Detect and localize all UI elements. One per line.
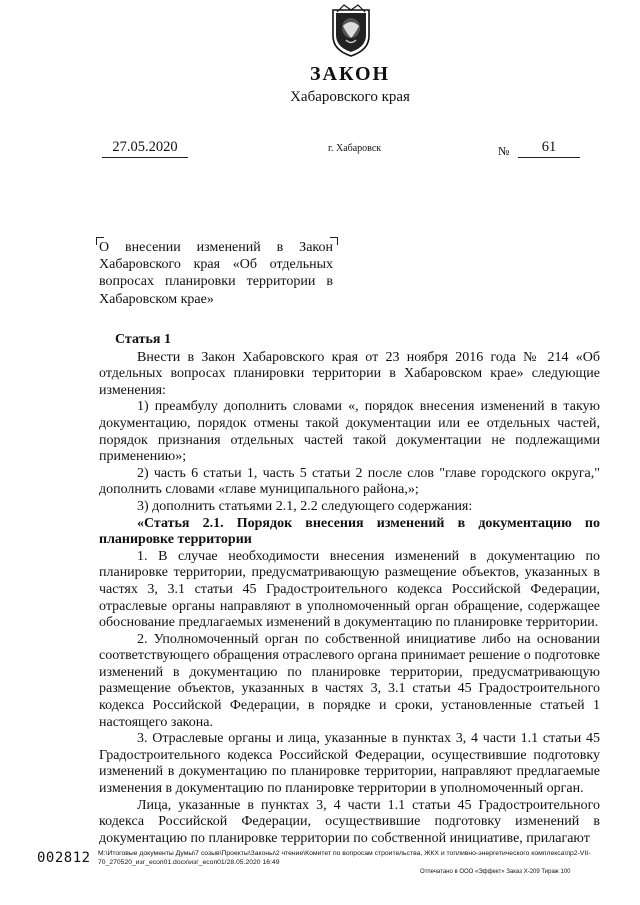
- document-subtitle: Хабаровского края: [290, 89, 410, 105]
- article-subheading: «Статья 2.1. Порядок внесения изменений в документацию по планировке территории: [99, 515, 600, 548]
- law-number: 61: [518, 139, 580, 158]
- law-subject-text: О внесении изменений в Закон Хабаровского края «Об отдельных вопросах планировки территории в Хабаровском крае»: [99, 240, 333, 307]
- coat-of-arms-emblem: [329, 4, 373, 58]
- article-item: 3. Отраслевые органы и лица, указанные в пунктах 3, 4 части 1.1 статьи 45 Градостроительного кодекса Российской Федерации, осуществившие подготовку изменений в документацию по планировке территории, направляют предлагаемые изменения в документацию по планировке территории в уполномоченный орган.: [99, 731, 600, 797]
- article-heading: Статья 1: [115, 332, 171, 347]
- number-sign: №: [498, 144, 510, 158]
- corner-bracket-left: [96, 237, 104, 245]
- law-city: г. Хабаровск: [328, 143, 382, 154]
- corner-bracket-right: [330, 237, 338, 245]
- article-item: 1. В случае необходимости внесения изменений в документацию по планировке территории, предусматривающую размещение объектов, указанных в частях 3, 3.1 статьи 45 Градостроительного кодекса Российской Федерации, отраслевые органы направляют в уполномоченный орган обращение, содержащее обоснование предлагаемых изменений в документацию по планировке территории.: [99, 548, 600, 631]
- article-item: 2. Уполномоченный орган по собственной инициативе либо на основании соответствующего обращения отраслевого органа принимает решение о подготовке изменений в документацию по планировке территории, предусматривающую размещение объектов, указанных в частях 3, 3.1 статьи 45 Градостроительного кодекса Российской Федерации, в порядке и сроки, установленные статьей 1 настоящего закона.: [99, 631, 600, 730]
- print-info: Отпечатано в ООО «Эффект» Заказ Х-209 Тираж 100: [420, 869, 571, 875]
- law-subject: [99, 239, 333, 308]
- article-paragraph: 1) преамбулу дополнить словами «, порядок внесения изменений в такую документацию, порядок отмены такой документации или ее отдельных частей, порядок признания отдельных частей такой документации не подлежащими применению»;: [99, 399, 600, 465]
- law-date: 27.05.2020: [102, 139, 188, 158]
- article-paragraph: 3) дополнить статьями 2.1, 2.2 следующего содержания:: [137, 498, 473, 514]
- article-body: [99, 332, 600, 847]
- document-title: ЗАКОН: [309, 63, 391, 85]
- document-control-number: 002812: [37, 850, 91, 866]
- article-paragraph: 2) часть 6 статьи 1, часть 5 статьи 2 после слов "главе городского округа," дополнить словами «главе муниципального района,»;: [99, 465, 600, 498]
- article-item: Лица, указанные в пунктах 3, 4 части 1.1 статьи 45 Градостроительного кодекса Российской Федерации, осуществившие подготовку изменений в документацию по планировке территории по собственной инициативе, прилагают: [99, 797, 600, 846]
- file-path: M:\Итоговые документы Думы\7 созыв\Проекты\Законы\2 чтение\Комитет по вопросам строительства, ЖКХ и топливно-энергетического комплекса\пр2-VII-70_270520_изг_ecoп01.docx\изг_ecoп01/28.05.2020 16:49: [98, 850, 591, 866]
- article-paragraph: Внести в Закон Хабаровского края от 23 ноября 2016 года № 214 «Об отдельных вопросах планировки территории в Хабаровском крае» следующие изменения:: [99, 349, 600, 398]
